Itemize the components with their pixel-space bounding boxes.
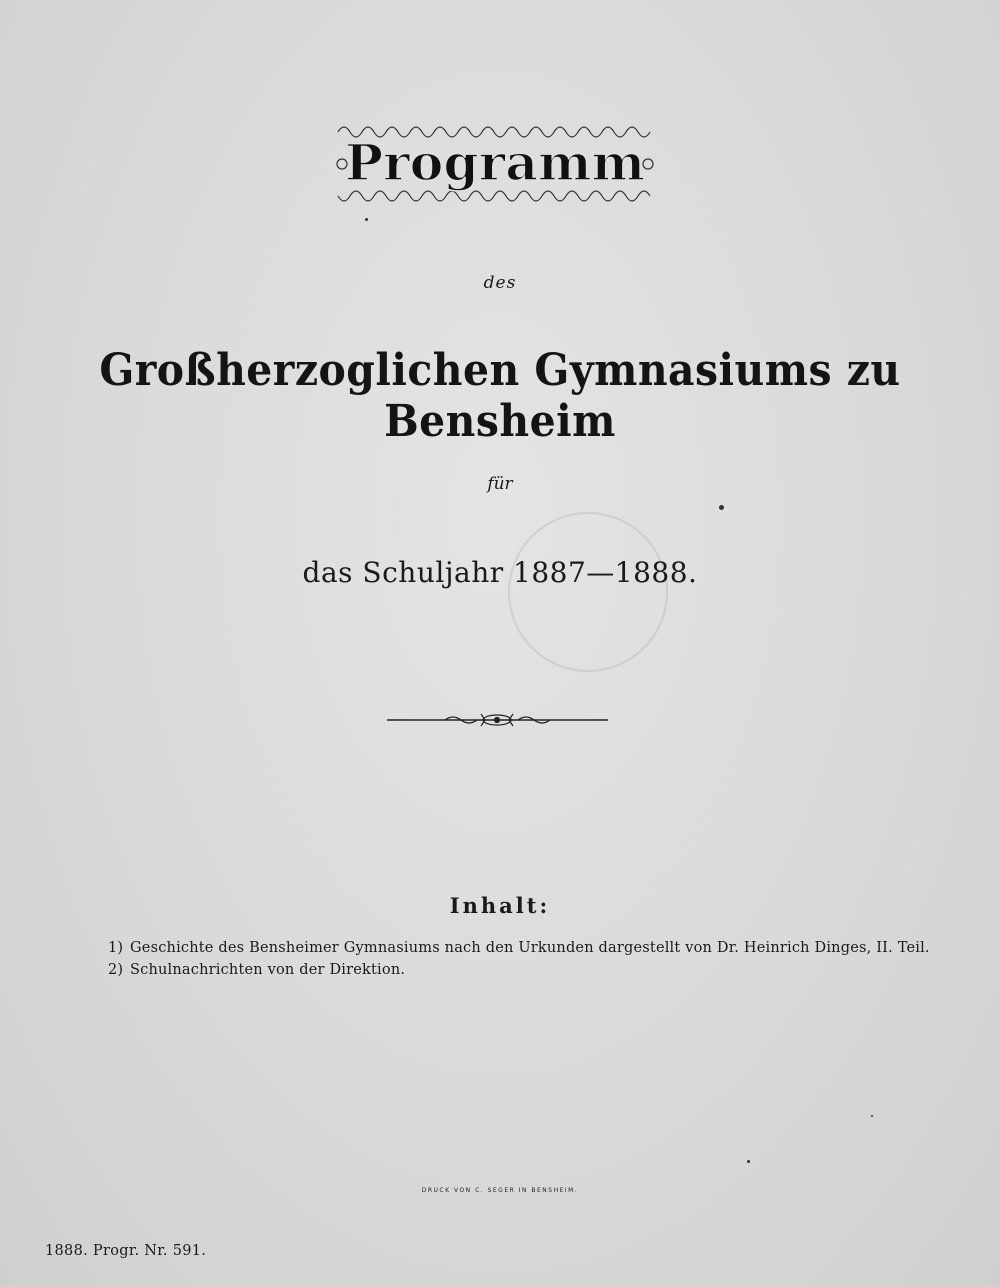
contents-list <box>108 937 930 981</box>
divider-ornament <box>385 708 610 732</box>
item-number: 2) <box>108 962 124 978</box>
item-text: Schulnachrichten von der Direktion. <box>130 962 406 978</box>
ink-speck <box>871 1115 873 1117</box>
ink-speck <box>747 1160 750 1163</box>
preposition-des: des <box>483 273 517 293</box>
ink-speck <box>719 505 724 510</box>
item-text: Geschichte des Bensheimer Gymnasiums nach den Urkunden dargestellt von Dr. Heinrich Dinges, II. Teil. <box>130 940 930 956</box>
contents-heading: Inhalt: <box>449 893 551 918</box>
decorative-title <box>332 118 658 208</box>
item-number: 1) <box>108 940 124 956</box>
printer-imprint: DRUCK VON C. SEGER IN BENSHEIM. <box>421 1187 579 1194</box>
preposition-fuer: für <box>487 474 513 494</box>
ink-speck <box>365 218 368 221</box>
list-item <box>108 959 908 981</box>
ornament-title-frame <box>332 118 658 208</box>
catalog-footer: 1888. Progr. Nr. 591. <box>45 1243 207 1259</box>
faded-stamp <box>508 512 668 672</box>
title-text: Programm <box>345 133 645 192</box>
institution-name: Großherzoglichen Gymnasiums zu Bensheim <box>99 345 901 447</box>
list-item <box>108 937 930 959</box>
school-year: das Schuljahr 1887—1888. <box>302 556 698 589</box>
